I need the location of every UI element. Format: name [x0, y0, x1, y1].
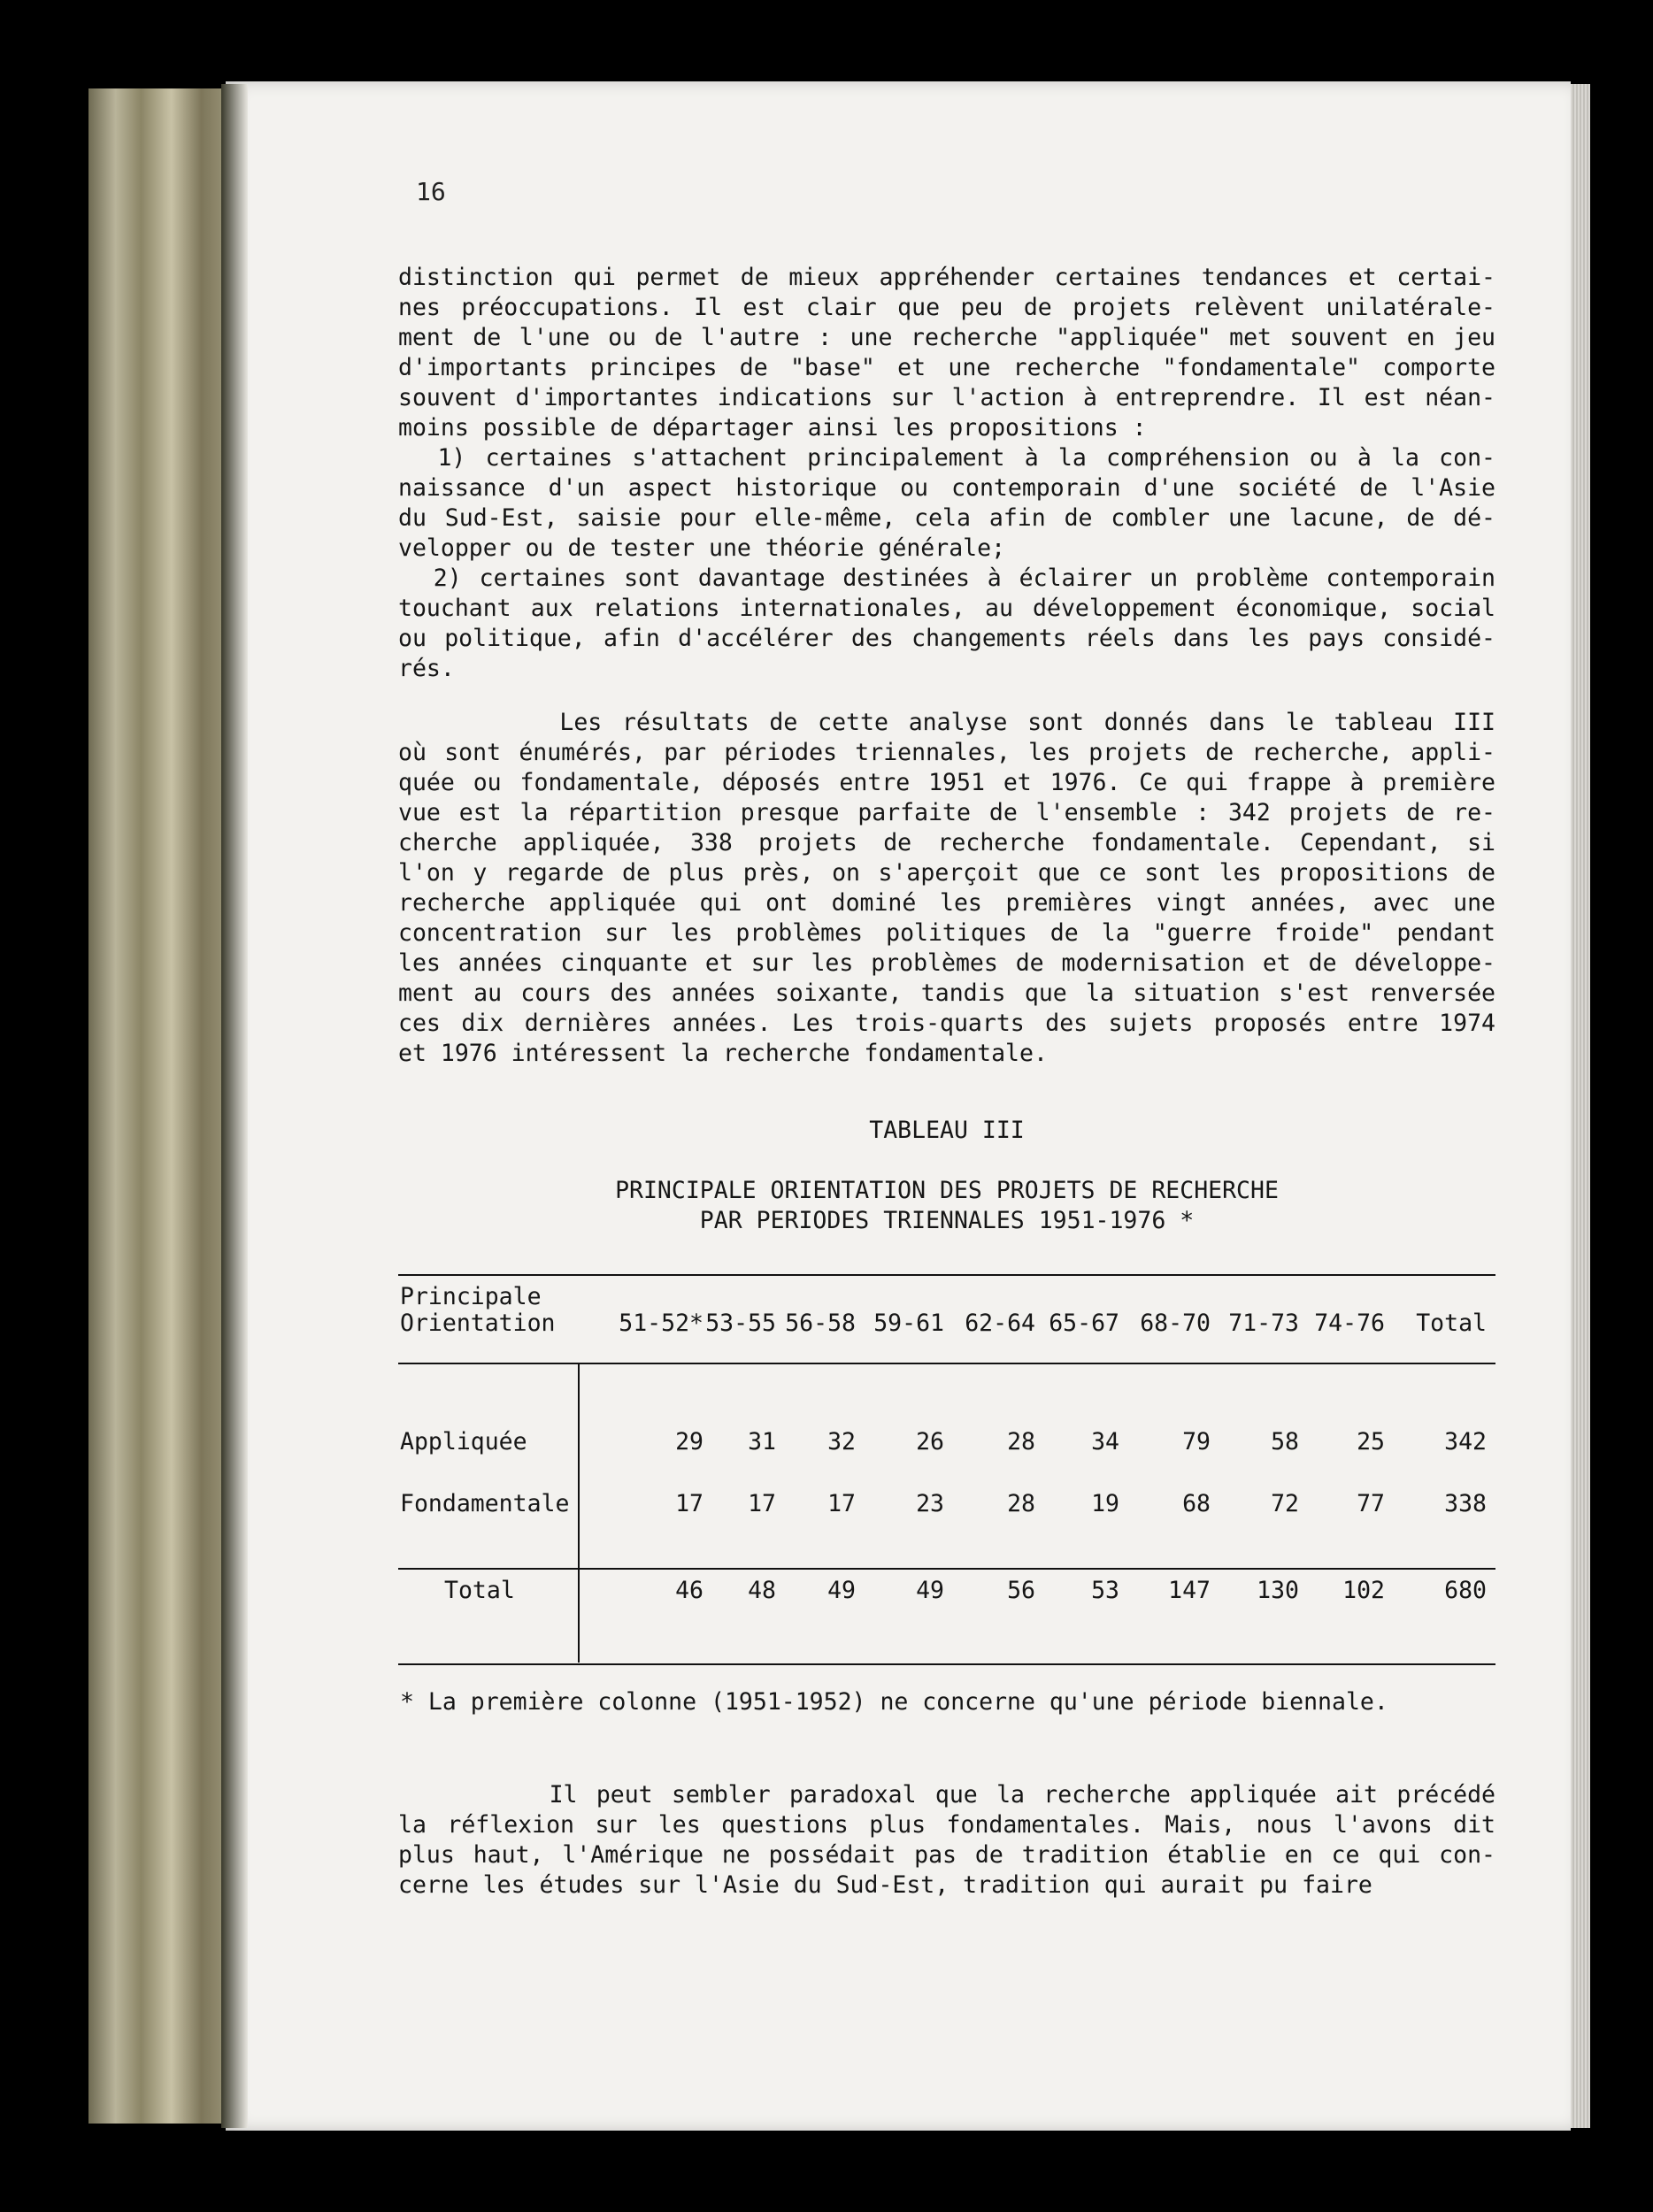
text-line: concentration sur les problèmes politiques de la "guerre froide" pendant	[398, 919, 1495, 947]
table-cell: 17	[675, 1490, 703, 1517]
table-cell: 338	[1444, 1490, 1487, 1517]
table-header-rule	[398, 1363, 1495, 1364]
text-line: ces dix dernières années. Les trois-quarts des sujets proposés entre 1974	[398, 1010, 1495, 1037]
text-line: et 1976 intéressent la recherche fondamentale.	[398, 1040, 1048, 1067]
column-header: 74-76	[1314, 1310, 1385, 1337]
table-cell: 48	[748, 1577, 776, 1604]
table-title-line-2: PAR PERIODES TRIENNALES 1951-1976 *	[699, 1207, 1195, 1234]
column-header: 51-52*	[619, 1310, 703, 1337]
text-line: Il peut sembler paradoxal que la recherche appliquée ait précédé	[398, 1781, 1495, 1809]
table-cell: 342	[1444, 1428, 1487, 1455]
table-header-label-1: Principale	[400, 1283, 542, 1310]
table-cell: 26	[916, 1428, 944, 1455]
column-header: 62-64	[965, 1310, 1035, 1337]
text-line: moins possible de départager ainsi les propositions :	[398, 414, 1147, 442]
table-label: TABLEAU III	[869, 1117, 1025, 1144]
table-cell: 29	[675, 1428, 703, 1455]
row-label-appliquee: Appliquée	[400, 1428, 527, 1455]
table-title-line-1: PRINCIPALE ORIENTATION DES PROJETS DE RECHERCHE	[615, 1177, 1279, 1204]
table-column-divider	[578, 1363, 580, 1663]
table-cell: 49	[827, 1577, 856, 1604]
text-line: plus haut, l'Amérique ne possédait pas de tradition établie en ce qui con-	[398, 1841, 1495, 1869]
table-cell: 28	[1007, 1490, 1035, 1517]
column-header: 71-73	[1228, 1310, 1299, 1337]
text-line: Les résultats de cette analyse sont donnés dans le tableau III	[398, 709, 1495, 736]
text-line: nes préoccupations. Il est clair que peu de projets relèvent unilatérale-	[398, 294, 1495, 321]
table-cell: 130	[1257, 1577, 1299, 1604]
table-bottom-rule	[398, 1663, 1495, 1665]
column-header: Total	[1416, 1310, 1487, 1337]
table-cell: 17	[827, 1490, 856, 1517]
column-header: 59-61	[873, 1310, 944, 1337]
text-line: les années cinquante et sur les problèmes de modernisation et de développe-	[398, 949, 1495, 977]
table-cell: 79	[1182, 1428, 1211, 1455]
table-cell: 49	[916, 1577, 944, 1604]
table-cell: 25	[1357, 1428, 1385, 1455]
text-line: touchant aux relations internationales, au développement économique, social	[398, 595, 1495, 622]
text-line: 1) certaines s'attachent principalement à la compréhension ou à la con-	[398, 444, 1495, 472]
column-header: 65-67	[1049, 1310, 1119, 1337]
column-header: 53-55	[705, 1310, 776, 1337]
text-line: où sont énumérés, par périodes triennales, les projets de recherche, appli-	[398, 739, 1495, 766]
text-line: velopper ou de tester une théorie générale;	[398, 534, 1006, 562]
text-line: ment au cours des années soixante, tandis que la situation s'est renversée	[398, 979, 1495, 1007]
text-line: l'on y regarde de plus près, on s'aperçoit que ce sont les propositions de	[398, 859, 1495, 887]
row-label-total: Total	[444, 1577, 515, 1604]
text-line: du Sud-Est, saisie pour elle-même, cela afin de combler une lacune, de dé-	[398, 504, 1495, 532]
table-cell: 680	[1444, 1577, 1487, 1604]
text-line: quée ou fondamentale, déposés entre 1951 et 1976. Ce qui frappe à première	[398, 769, 1495, 796]
table-cell: 32	[827, 1428, 856, 1455]
table-cell: 77	[1357, 1490, 1385, 1517]
table-cell: 19	[1091, 1490, 1119, 1517]
column-header: 56-58	[785, 1310, 856, 1337]
table-cell: 72	[1271, 1490, 1299, 1517]
text-line: la réflexion sur les questions plus fondamentales. Mais, nous l'avons dit	[398, 1811, 1495, 1839]
table-header-label-2: Orientation	[400, 1310, 556, 1337]
table-cell: 46	[675, 1577, 703, 1604]
column-header: 68-70	[1140, 1310, 1211, 1337]
table-cell: 56	[1007, 1577, 1035, 1604]
table-cell: 53	[1091, 1577, 1119, 1604]
table-cell: 17	[748, 1490, 776, 1517]
row-label-fondamentale: Fondamentale	[400, 1490, 570, 1517]
text-line: d'importants principes de "base" et une recherche "fondamentale" comporte	[398, 354, 1495, 381]
table-cell: 34	[1091, 1428, 1119, 1455]
table-cell: 68	[1182, 1490, 1211, 1517]
page-number: 16	[416, 177, 446, 206]
table-cell: 23	[916, 1490, 944, 1517]
text-line: distinction qui permet de mieux appréhender certaines tendances et certai-	[398, 264, 1495, 291]
table-cell: 102	[1342, 1577, 1385, 1604]
table-cell: 147	[1168, 1577, 1211, 1604]
text-line: cherche appliquée, 338 projets de recherche fondamentale. Cependant, si	[398, 829, 1495, 856]
text-line: ment de l'une ou de l'autre : une recherche "appliquée" met souvent en jeu	[398, 324, 1495, 351]
text-line: souvent d'importantes indications sur l'action à entreprendre. Il est néan-	[398, 384, 1495, 411]
table-top-rule	[398, 1274, 1495, 1276]
text-line: vue est la répartition presque parfaite de l'ensemble : 342 projets de re-	[398, 799, 1495, 826]
text-line: recherche appliquée qui ont dominé les premières vingt années, avec une	[398, 889, 1495, 917]
page-gutter	[221, 84, 248, 2128]
text-line: naissance d'un aspect historique ou contemporain d'une société de l'Asie	[398, 474, 1495, 502]
text-line: 2) certaines sont davantage destinées à éclairer un problème contemporain	[398, 565, 1495, 592]
text-line: cerne les études sur l'Asie du Sud-Est, tradition qui aurait pu faire	[398, 1871, 1372, 1899]
table-footnote: * La première colonne (1951-1952) ne concerne qu'une période biennale.	[400, 1688, 1388, 1716]
text-line: rés.	[398, 655, 455, 682]
book-spine	[88, 88, 239, 2124]
table-cell: 58	[1271, 1428, 1299, 1455]
table-cell: 28	[1007, 1428, 1035, 1455]
table-cell: 31	[748, 1428, 776, 1455]
text-line: ou politique, afin d'accélérer des changements réels dans les pays considé-	[398, 625, 1495, 652]
page-edges	[1571, 84, 1590, 2128]
table-subtotal-rule	[398, 1568, 1495, 1570]
